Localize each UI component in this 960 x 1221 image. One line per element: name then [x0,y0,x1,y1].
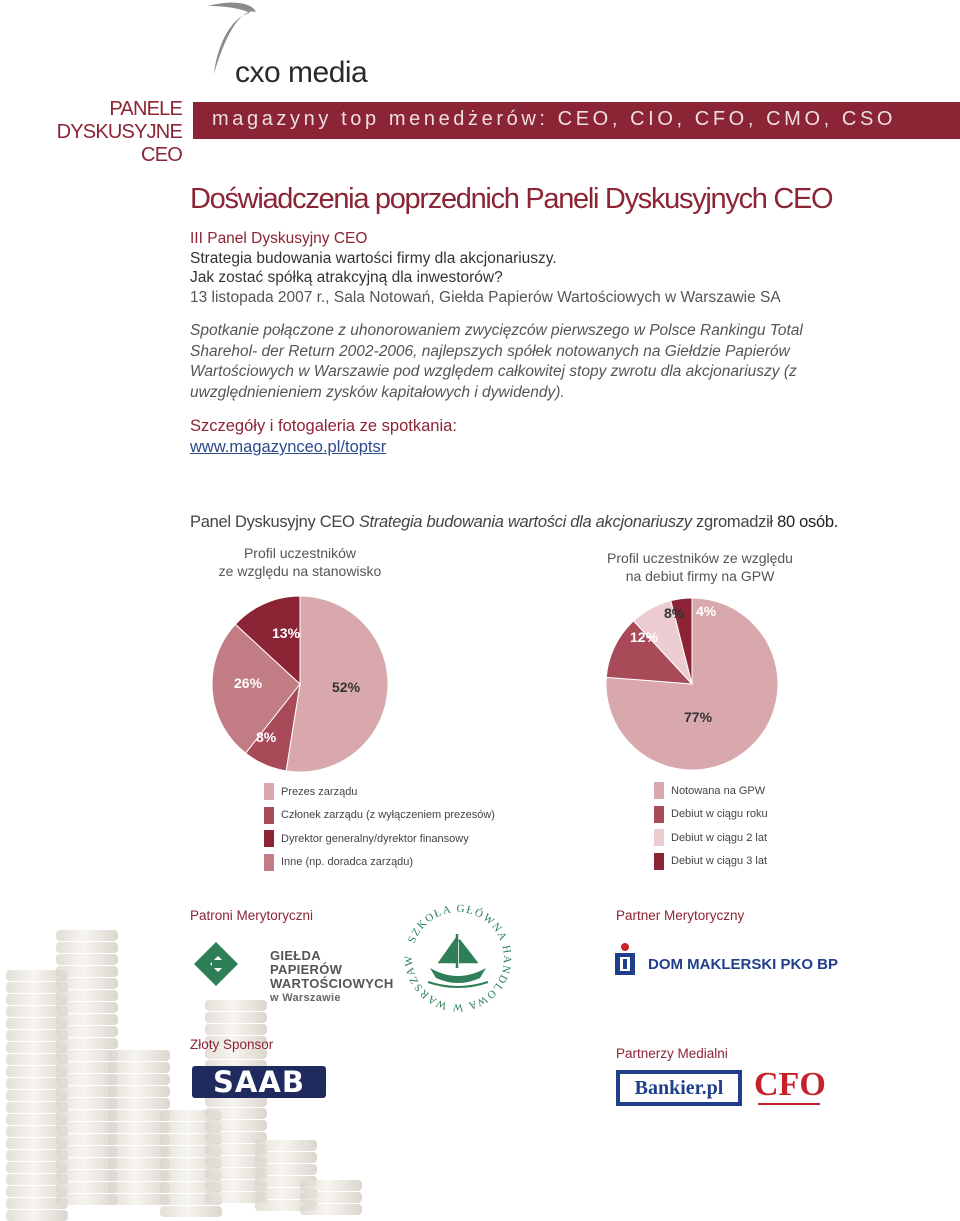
date-place: 13 listopada 2007 r., Sala Notowań, Giełda Papierów Wartościowych w Warszawie SA [190,288,781,306]
event-description: Spotkanie połączone z uhonorowaniem zwycięzców pierwszego w Polsce Rankingu Total Sharehol- der Return 2002-2006, najlepszych spółek notowanych na Giełdzie Papierów Wartościowych w Warszawie pod względem całkowitej stopy zwrotu dla akcjonariuszy (z uwzględnienieniem zysków kapitałowych i dywidendy). [190,322,803,401]
chart-2-title: Profil uczestników ze względu na debiut firmy na GPW [607,550,793,584]
legend-swatch [654,806,664,823]
attendance-summary: Panel Dyskusyjny CEO Strategia budowania wartości dla akcjonariuszy zgromadził 80 osób. [190,513,838,531]
legend-item [654,806,768,823]
legend-item [264,854,413,871]
bankier-logo: Bankier.pl [616,1070,742,1106]
legend-swatch [654,782,664,799]
pko-logo: DOM MAKLERSKI PKO BP [612,942,852,978]
legend-swatch [654,853,664,870]
media-partners-label: Partnerzy Medialni [616,1046,728,1061]
legend-item [264,830,469,847]
pko-emblem-icon [612,942,638,978]
legend-label: Debiut w ciągu 2 lat [671,831,767,844]
topic-line-2: Jak zostać spółką atrakcyjną dla inwestorów? [190,269,503,286]
panel-category-label: PANELE DYSKUSYJNE CEO [56,98,182,166]
details-label: Szczegóły i fotogaleria ze spotkania: [190,417,457,435]
topic-line-1: Strategia budowania wartości firmy dla akcjonariuszy. [190,249,557,267]
position-pie-chart [200,590,400,780]
pie-value-label-2: 8% [664,605,685,621]
pie-value-label-3: 4% [696,603,717,619]
legend-item [654,829,767,846]
summary-topic: Strategia budowania wartości dla akcjonariuszy [358,513,692,531]
pie-value-label-1: 8% [256,729,277,745]
gold-sponsor-label: Złoty Sponsor [190,1037,274,1052]
legend-item [654,782,765,799]
gpw-emblem-icon [190,940,248,992]
legend-swatch [264,783,274,800]
legend-swatch [264,830,274,847]
legend-label: Notowana na GPW [671,784,766,797]
panel-name: III Panel Dyskusyjny CEO [190,230,368,247]
legend-label: Członek zarządu (z wyłączeniem prezesów) [281,809,495,821]
chart-2-legend [654,782,904,882]
pie-value-label-2: 26% [234,675,263,691]
svg-text:SZKOŁA GŁÓWNA HANDLOWA W WARSZ: SZKOŁA GŁÓWNA HANDLOWA W WARSZAW [402,902,514,1014]
details-block [190,416,457,458]
pie-value-label-0: 52% [332,679,361,695]
chart-1-legend [264,783,564,883]
gpw-debut-pie-chart [596,590,792,770]
chart-1-title: Profil uczestników ze względu na stanowisko [218,545,382,579]
legend-label: Debiut w ciągu 3 lat [671,855,767,867]
legend-swatch [264,854,274,871]
page-title: Doświadczenia poprzednich Paneli Dyskusyjnych CEO [190,183,833,215]
partner-label: Partner Merytoryczny [616,908,745,923]
saab-logo: SAAB [192,1066,326,1098]
patrons-label: Patroni Merytoryczni [190,908,314,923]
pie-value-label-3: 13% [272,625,301,641]
legend-item [264,783,357,800]
sgh-logo [400,900,516,1016]
banner-text: magazyny top menedżerów: CEO, CIO, CFO, CMO, CSO [212,108,897,130]
legend-swatch [264,807,274,824]
cxo-media-logo: cxo media [235,56,368,89]
sgh-seal-icon [400,900,516,1016]
legend-label: Inne (np. doradca zarządu) [281,856,414,868]
pie-value-label-0: 77% [684,709,713,725]
legend-item [654,853,767,870]
legend-label: Prezes zarządu [281,785,358,798]
attendee-count: 80 osób. [777,513,838,531]
legend-label: Debiut w ciągu roku [671,808,768,820]
cfo-logo: CFO [754,1066,826,1103]
event-info [190,229,781,307]
details-link[interactable]: www.magazynceo.pl/toptsr [190,438,387,456]
legend-label: Dyrektor generalny/dyrektor finansowy [281,832,469,845]
gpw-logo: GIEŁDA PAPIERÓW WARTOŚCIOWYCH w Warszawie [190,938,390,998]
pie-value-label-1: 12% [630,629,659,645]
legend-swatch [654,829,664,846]
legend-item [264,807,495,824]
